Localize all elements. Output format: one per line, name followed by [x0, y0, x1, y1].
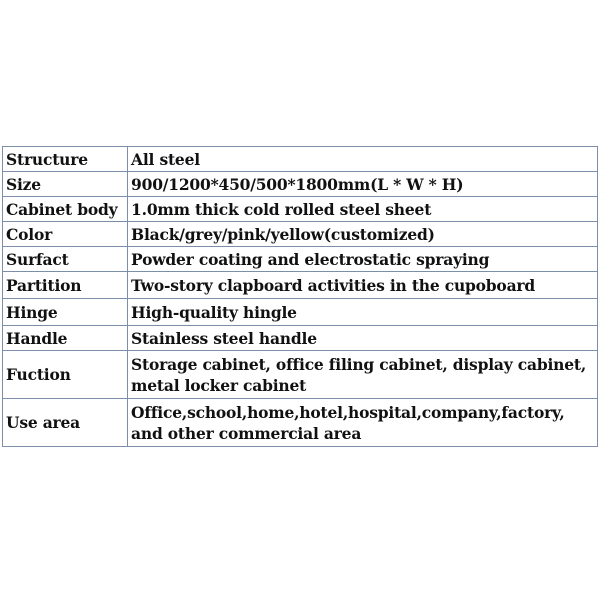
row-label-color: Color — [3, 222, 128, 247]
row-value-structure: All steel — [128, 147, 598, 172]
row-label-fuction: Fuction — [3, 351, 128, 399]
row-label-cabinet-body: Cabinet body — [3, 197, 128, 222]
row-label-use-area: Use area — [3, 399, 128, 447]
table-row — [3, 247, 598, 272]
row-label-structure: Structure — [3, 147, 128, 172]
row-value-fuction: Storage cabinet, office filing cabinet, display cabinet, metal locker cabinet — [128, 351, 598, 399]
row-value-hinge: High-quality hingle — [128, 299, 598, 326]
row-label-size: Size — [3, 172, 128, 197]
row-label-hinge: Hinge — [3, 299, 128, 326]
table-row — [3, 222, 598, 247]
table-row — [3, 351, 598, 399]
table-row — [3, 172, 598, 197]
row-label-partition: Partition — [3, 272, 128, 299]
row-value-size: 900/1200*450/500*1800mm(L * W * H) — [128, 172, 598, 197]
row-label-surfact: Surfact — [3, 247, 128, 272]
spec-table — [2, 146, 598, 447]
row-label-handle: Handle — [3, 326, 128, 351]
table-row — [3, 399, 598, 447]
row-value-handle: Stainless steel handle — [128, 326, 598, 351]
table-row — [3, 272, 598, 299]
row-value-surfact: Powder coating and electrostatic spraying — [128, 247, 598, 272]
table-row — [3, 299, 598, 326]
table-row — [3, 197, 598, 222]
table-row — [3, 326, 598, 351]
row-value-cabinet-body: 1.0mm thick cold rolled steel sheet — [128, 197, 598, 222]
row-value-use-area: Office,school,home,hotel,hospital,company,factory, and other commercial area — [128, 399, 598, 447]
table-row — [3, 147, 598, 172]
row-value-color: Black/grey/pink/yellow(customized) — [128, 222, 598, 247]
row-value-partition: Two-story clapboard activities in the cupoboard — [128, 272, 598, 299]
